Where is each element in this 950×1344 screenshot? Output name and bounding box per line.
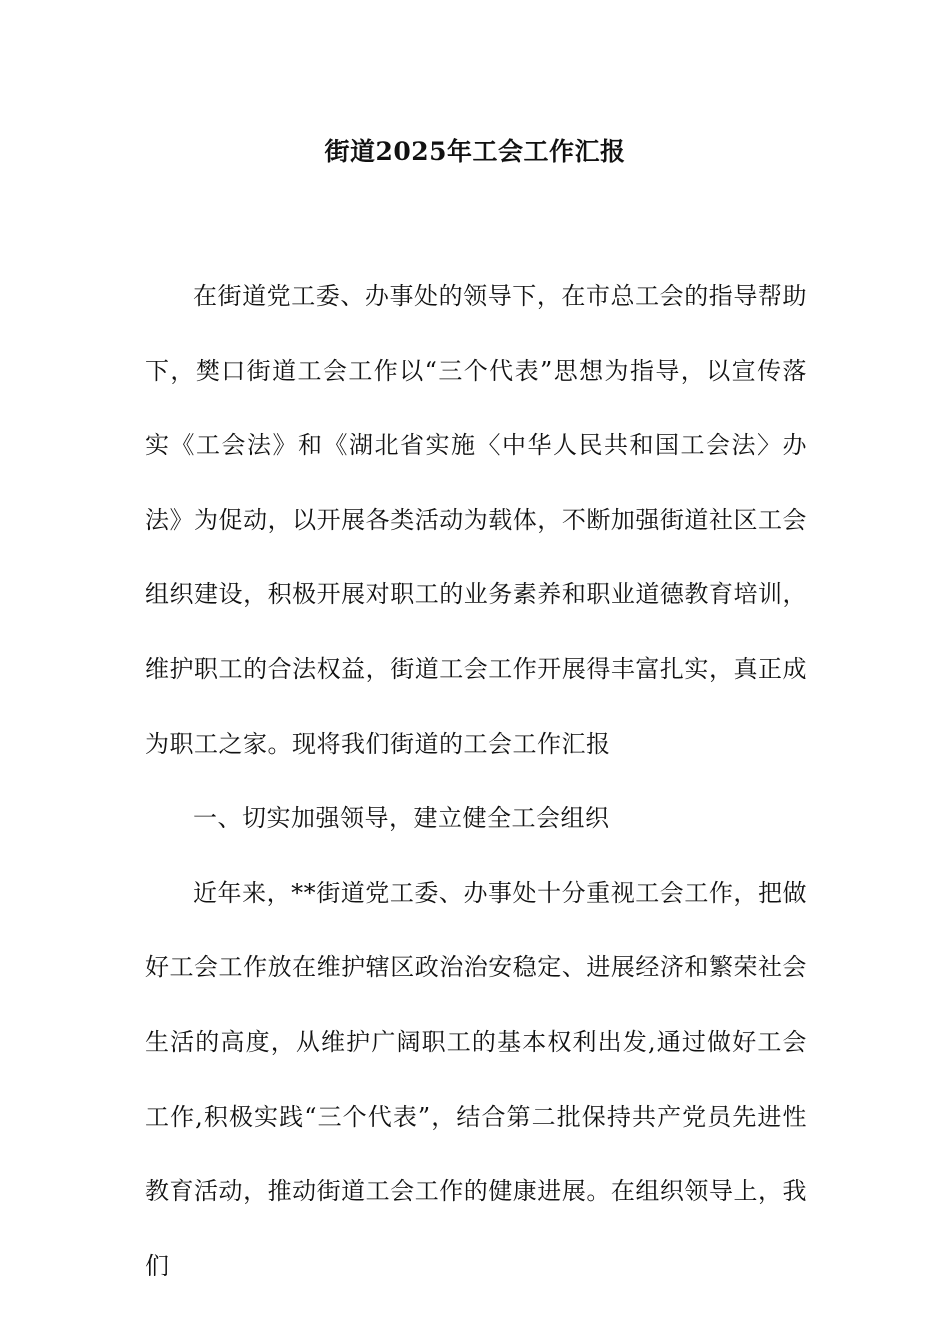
paragraph-intro: 在街道党工委、办事处的领导下，在市总工会的指导帮助下，樊口街道工会工作以“三个代表”思想为指导，以宣传落实《工会法》和《湖北省实施〈中华人民共和国工会法〉办法》为促动，以开展各类活动为载体，不断加强街道社区工会组织建设，积极开展对职工的业务素养和职业道德教育培训，维护职工的合法权益，街道工会工作开展得丰富扎实，真正成为职工之家。现将我们街道的工会工作汇报 (145, 282, 807, 758)
document-title: 街道2025年工会工作汇报 (324, 137, 626, 166)
section-heading-1: 一、切实加强领导，建立健全工会组织 (193, 804, 610, 833)
paragraph-section-1: 近年来，**街道党工委、办事处十分重视工会工作，把做好工会工作放在维护辖区政治治安稳定、进展经济和繁荣社会生活的高度，从维护广阔职工的基本权利出发,通过做好工会工作,积极实践“三个代表”，结合第二批保持共产党员先进性教育活动，推动街道工会工作的健康进展。在组织领导上，我们 (145, 878, 807, 1280)
document-body (145, 259, 807, 1303)
